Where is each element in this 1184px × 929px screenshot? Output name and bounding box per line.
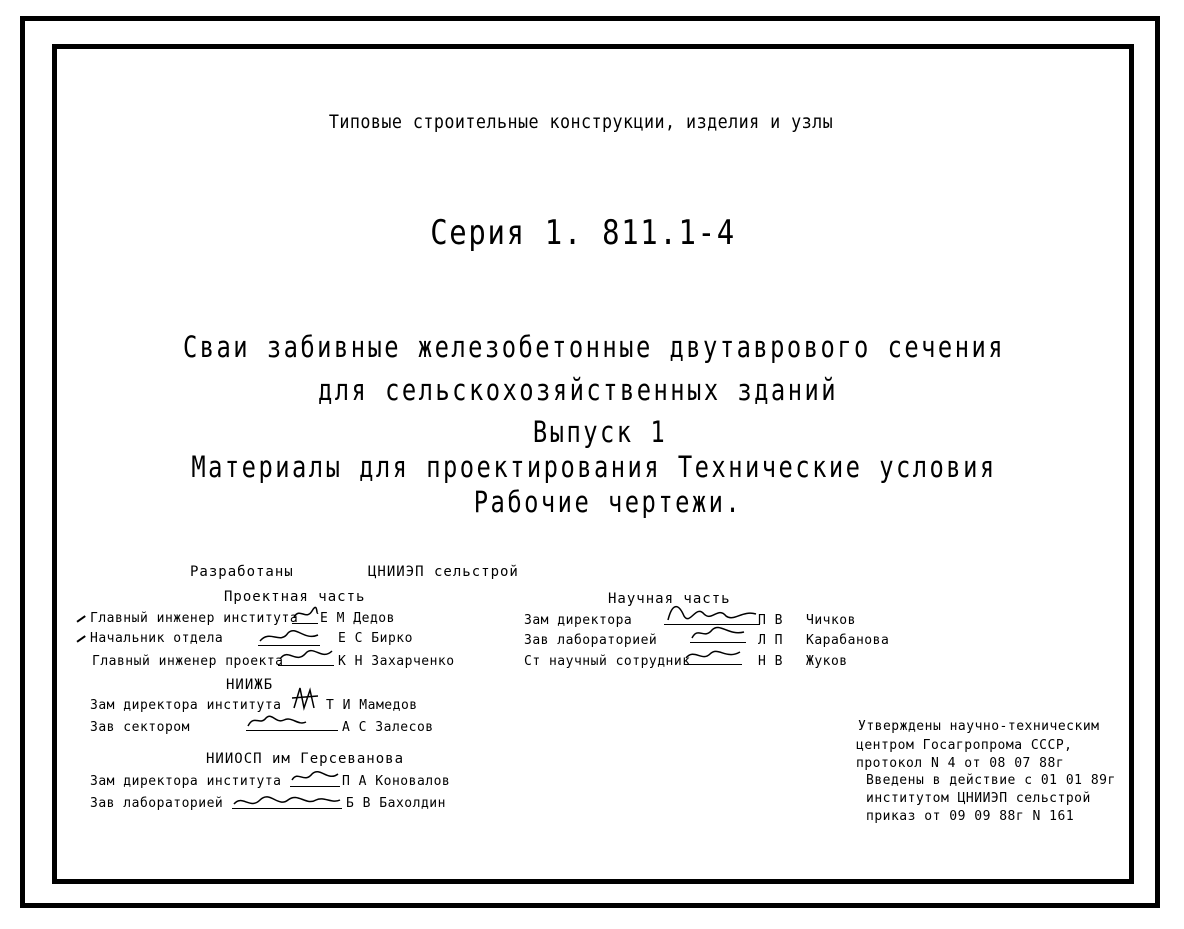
approval-line-5: институтом ЦНИИЭП сельстрой xyxy=(866,791,1091,806)
project-name-3: К Н Захарченко xyxy=(338,654,455,669)
science-part-heading: Научная часть xyxy=(608,591,731,607)
signature-2 xyxy=(258,627,320,646)
niiosp-heading: НИИОСП им Герсеванова xyxy=(206,751,405,767)
science-role-2: Зав лабораторией xyxy=(524,633,658,648)
developed-label: Разработаны xyxy=(190,564,294,580)
developer-org: ЦНИИЭП сельстрой xyxy=(368,564,519,580)
science-surname-3: Жуков xyxy=(806,654,848,669)
title-line-4: Материалы для проектирования Технические условия xyxy=(191,450,997,484)
science-surname-1: Чичков xyxy=(806,613,856,628)
project-role-2: Начальник отдела xyxy=(90,631,224,646)
niizhb-name-1: Т И Мамедов xyxy=(326,698,418,713)
signature-7 xyxy=(232,790,342,809)
signature-10 xyxy=(684,646,742,665)
signature-9 xyxy=(690,624,746,643)
series-number: Серия 1. 811.1-4 xyxy=(430,213,736,253)
science-initials-2: Л П xyxy=(758,633,783,648)
science-role-3: Ст научный сотрудник xyxy=(524,654,691,669)
title-line-1: Сваи забивные железобетонные двутаврового сечения xyxy=(182,330,1006,364)
title-line-5: Рабочие чертежи. xyxy=(473,485,743,519)
title-issue: Выпуск 1 xyxy=(532,415,668,449)
title-line-2: для сельскохозяйственных зданий xyxy=(317,373,839,407)
project-role-1: Главный инженер института xyxy=(90,611,299,626)
signature-8 xyxy=(664,600,760,625)
approval-line-2: центром Госагропрома СССР, xyxy=(856,738,1073,753)
niizhb-role-1: Зам директора института xyxy=(90,698,282,713)
project-role-3: Главный инженер проекта xyxy=(92,654,284,669)
niiosp-role-2: Зав лабораторией xyxy=(90,796,224,811)
science-role-1: Зам директора xyxy=(524,613,633,628)
science-initials-3: Н В xyxy=(758,654,783,669)
project-part-heading: Проектная часть xyxy=(224,589,366,605)
approval-line-6: приказ от 09 09 88г N 161 xyxy=(866,809,1075,824)
approval-line-1: Утверждены научно-техническим xyxy=(858,719,1100,734)
science-surname-2: Карабанова xyxy=(806,633,890,648)
signature-4 xyxy=(290,686,320,710)
signature-3 xyxy=(278,647,334,666)
approval-line-3: протокол N 4 от 08 07 88г xyxy=(856,756,1065,771)
niiosp-name-2: Б В Бахолдин xyxy=(346,796,446,811)
signature-6 xyxy=(290,768,340,787)
signature-5 xyxy=(246,712,338,731)
approval-line-4: Введены в действие с 01 01 89г xyxy=(866,773,1116,788)
header-text: Типовые строительные конструкции, изделия и узлы xyxy=(328,111,834,133)
niiosp-role-1: Зам директора института xyxy=(90,774,282,789)
signature-1 xyxy=(292,605,318,624)
niiosp-name-1: П А Коновалов xyxy=(342,774,451,789)
science-initials-1: П В xyxy=(758,613,783,628)
niizhb-role-2: Зав сектором xyxy=(90,720,190,735)
project-name-1: Е М Дедов xyxy=(320,611,395,626)
niizhb-heading: НИИЖБ xyxy=(226,677,274,693)
project-name-2: Е С Бирко xyxy=(338,631,413,646)
niizhb-name-2: А С Залесов xyxy=(342,720,434,735)
